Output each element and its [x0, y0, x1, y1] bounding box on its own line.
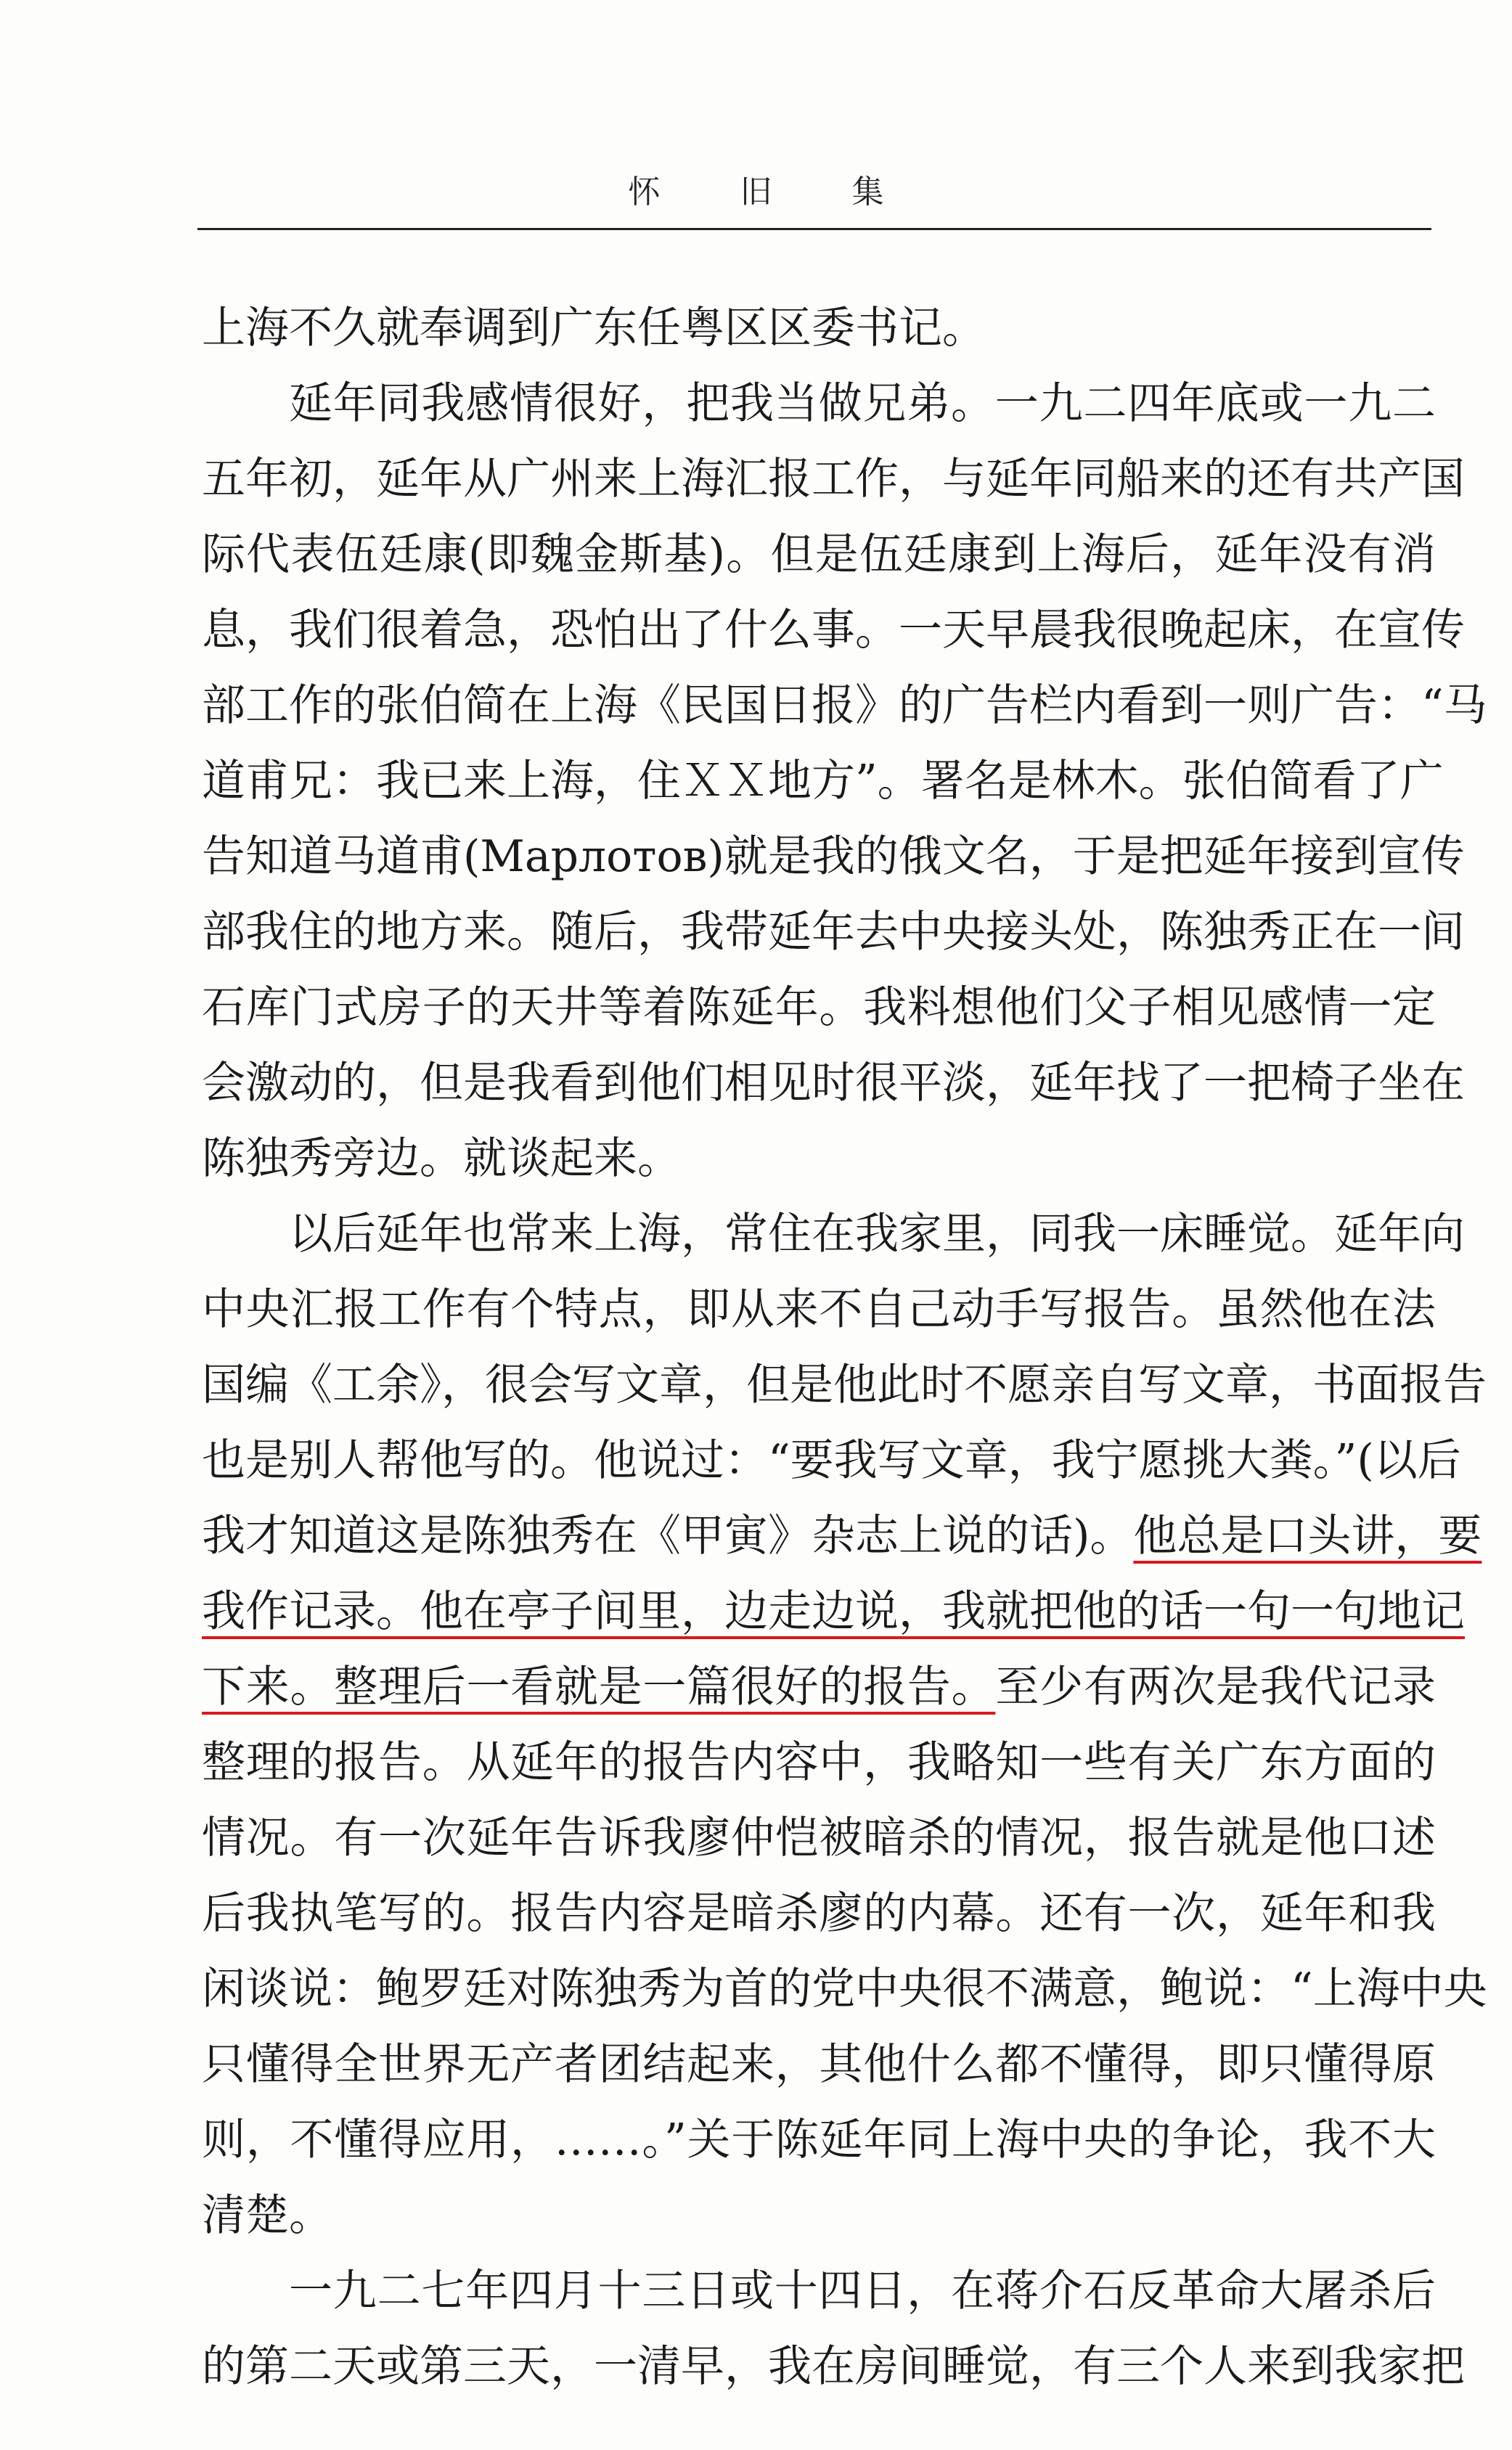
running-head: 怀 旧 集 [628, 173, 919, 211]
text-line: 道甫兄：我已来上海，住ＸＸ地方”。署名是林木。张伯简看了广 [202, 756, 1444, 807]
text-line [202, 1498, 1482, 1574]
text-span: 至少有两次是我代记录 [995, 1662, 1437, 1712]
text-line: 告知道马道甫(Марлотов)就是我的俄文名，于是把延年接到宣传 [202, 831, 1465, 882]
text-line: 的第二天或第三天，一清早，我在房间睡觉，有三个人来到我家把 [202, 2341, 1465, 2392]
underlined-text: 他总是口头讲，要 [1133, 1511, 1482, 1561]
underlined-text: 下来。整理后一看就是一篇很好的报告。 [202, 1662, 996, 1712]
text-span: 我才知道这是陈独秀在《甲寅》杂志上说的话)。 [202, 1511, 1134, 1561]
text-line: 国编《工余》，很会写文章，但是他此时不愿亲自写文章，书面报告 [202, 1360, 1487, 1410]
text-line: 中央汇报工作有个特点，即从来不自己动手写报告。虽然他在法 [202, 1284, 1436, 1335]
text-line: 会激动的，但是我看到他们相见时很平淡，延年找了一把椅子坐在 [202, 1058, 1465, 1108]
text-line: 清楚。 [202, 2190, 332, 2241]
underlined-text: 我作记录。他在亭子间里，边走边说，我就把他的话一句一句地记 [202, 1586, 1465, 1637]
text-line: 只懂得全世界无产者团结起来，其他什么都不懂得，即只懂得原 [202, 2039, 1436, 2090]
text-line: 情况。有一次延年告诉我廖仲恺被暗杀的情况，报告就是他口述 [202, 1813, 1436, 1863]
text-line: 际代表伍廷康(即魏金斯基)。但是伍廷康到上海后，延年没有消 [202, 529, 1436, 580]
text-line: 也是别人帮他写的。他说过：“要我写文章，我宁愿挑大粪。”(以后 [202, 1435, 1461, 1486]
text-line [202, 1649, 1436, 1725]
text-line: 陈独秀旁边。就谈起来。 [202, 1133, 681, 1184]
text-line: 上海不久就奉调到广东任粤区区委书记。 [202, 303, 986, 354]
text-line: 延年同我感情很好，把我当做兄弟。一九二四年底或一九二 [289, 378, 1436, 429]
text-line: 一九二七年四月十三日或十四日，在蒋介石反革命大屠杀后 [289, 2266, 1436, 2316]
text-line: 部工作的张伯简在上海《民国日报》的广告栏内看到一则广告：“马 [202, 680, 1487, 731]
text-line: 五年初，延年从广州来上海汇报工作，与延年同船来的还有共产国 [202, 454, 1465, 505]
body-text [202, 290, 1487, 2404]
text-line: 石库门式房子的天井等着陈延年。我料想他们父子相见感情一定 [202, 982, 1436, 1033]
text-line: 部我住的地方来。随后，我带延年去中央接头处，陈独秀正在一间 [202, 907, 1465, 957]
text-line: 则，不懂得应用，……。”关于陈延年同上海中央的争论，我不大 [202, 2115, 1436, 2165]
text-line: 闲谈说：鲍罗廷对陈独秀为首的党中央很不满意，鲍说：“上海中央 [202, 1964, 1487, 2014]
text-line [202, 1574, 1465, 1649]
text-line: 以后延年也常来上海，常住在我家里，同我一床睡觉。延年向 [289, 1209, 1465, 1259]
text-line: 息，我们很着急，恐怕出了什么事。一天早晨我很晚起床，在宣传 [202, 605, 1465, 656]
text-line: 整理的报告。从延年的报告内容中，我略知一些有关广东方面的 [202, 1737, 1436, 1788]
header-rule [197, 228, 1431, 230]
text-line: 后我执笔写的。报告内容是暗杀廖的内幕。还有一次，延年和我 [202, 1888, 1436, 1939]
